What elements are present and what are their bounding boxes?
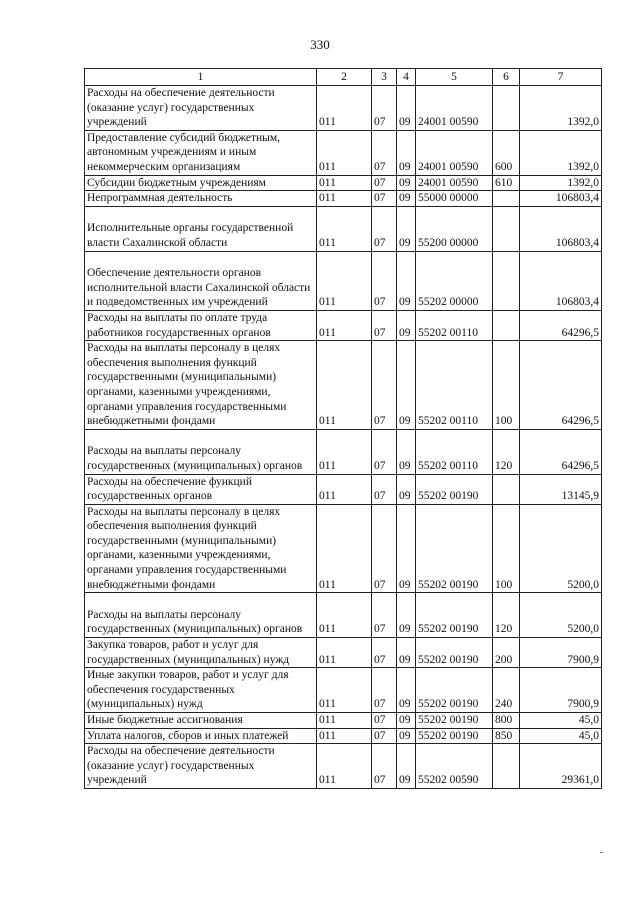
row-target-article: 55202 00190: [416, 593, 493, 638]
row-ministry-code: 011: [317, 191, 372, 207]
row-ministry-code: 011: [317, 593, 372, 638]
row-section: 07: [372, 744, 397, 789]
row-ministry-code: 011: [317, 175, 372, 191]
budget-table: [84, 68, 602, 789]
row-expense-type: [493, 744, 520, 789]
table-row: [85, 251, 602, 310]
row-ministry-code: 011: [317, 86, 372, 131]
row-target-article: 55202 00590: [416, 744, 493, 789]
table-row: [85, 310, 602, 340]
row-target-article: 55202 00190: [416, 504, 493, 593]
column-header: 6: [493, 69, 520, 86]
row-section: 07: [372, 341, 397, 430]
row-name: Расходы на выплаты персоналу в целях обеспечения выполнения функций государственными (муниципальными) органами, казенными учреждениями, органами управления государственными внебюджетными фондами: [85, 341, 317, 430]
row-subsection: 09: [397, 593, 416, 638]
row-amount: 106803,4: [520, 191, 602, 207]
row-subsection: 09: [397, 638, 416, 668]
row-ministry-code: 011: [317, 206, 372, 251]
row-name: Расходы на обеспечение деятельности (оказание услуг) государственных учреждений: [85, 86, 317, 131]
row-name: Расходы на выплаты по оплате труда работников государственных органов: [85, 310, 317, 340]
row-expense-type: [493, 206, 520, 251]
row-subsection: 09: [397, 191, 416, 207]
row-name: Предоставление субсидий бюджетным, автономным учреждениям и иным некоммерческим организациям: [85, 130, 317, 175]
row-expense-type: 120: [493, 593, 520, 638]
table-row: [85, 728, 602, 744]
row-expense-type: 850: [493, 728, 520, 744]
row-name: Субсидии бюджетным учреждениям: [85, 175, 317, 191]
row-ministry-code: 011: [317, 341, 372, 430]
row-section: 07: [372, 593, 397, 638]
row-subsection: 09: [397, 86, 416, 131]
row-expense-type: 610: [493, 175, 520, 191]
row-ministry-code: 011: [317, 474, 372, 504]
table-row: [85, 638, 602, 668]
row-amount: 1392,0: [520, 86, 602, 131]
table-row: [85, 474, 602, 504]
row-amount: 7900,9: [520, 638, 602, 668]
row-ministry-code: 011: [317, 638, 372, 668]
row-ministry-code: 011: [317, 744, 372, 789]
row-section: 07: [372, 504, 397, 593]
row-target-article: 55202 00000: [416, 251, 493, 310]
row-amount: 1392,0: [520, 175, 602, 191]
table-header-row: [85, 69, 602, 86]
row-amount: 45,0: [520, 713, 602, 729]
row-subsection: 09: [397, 429, 416, 474]
table-row: [85, 175, 602, 191]
row-ministry-code: 011: [317, 251, 372, 310]
row-subsection: 09: [397, 130, 416, 175]
row-target-article: 24001 00590: [416, 130, 493, 175]
row-name: Расходы на выплаты персоналу в целях обеспечения выполнения функций государственными (муниципальными) органами, казенными учреждениями, органами управления государственными внебюджетными фондами: [85, 504, 317, 593]
row-section: 07: [372, 251, 397, 310]
row-name: Расходы на выплаты персоналу государственных (муниципальных) органов: [85, 429, 317, 474]
row-target-article: 55202 00190: [416, 728, 493, 744]
row-subsection: 09: [397, 341, 416, 430]
row-target-article: 55000 00000: [416, 191, 493, 207]
row-target-article: 55200 00000: [416, 206, 493, 251]
row-subsection: 09: [397, 474, 416, 504]
row-name: Расходы на обеспечение деятельности (оказание услуг) государственных учреждений: [85, 744, 317, 789]
row-name: Иные закупки товаров, работ и услуг для обеспечения государственных (муниципальных) нужд: [85, 668, 317, 713]
column-header: 1: [85, 69, 317, 86]
row-target-article: 24001 00590: [416, 86, 493, 131]
row-section: 07: [372, 191, 397, 207]
row-target-article: 55202 00190: [416, 638, 493, 668]
row-subsection: 09: [397, 251, 416, 310]
row-ministry-code: 011: [317, 310, 372, 340]
row-target-article: 55202 00190: [416, 668, 493, 713]
column-header: 3: [372, 69, 397, 86]
row-expense-type: [493, 191, 520, 207]
row-target-article: 55202 00110: [416, 310, 493, 340]
row-subsection: 09: [397, 175, 416, 191]
row-expense-type: [493, 86, 520, 131]
row-amount: 5200,0: [520, 593, 602, 638]
row-section: 07: [372, 175, 397, 191]
row-name: Расходы на выплаты персоналу государственных (муниципальных) органов: [85, 593, 317, 638]
table-row: [85, 713, 602, 729]
row-expense-type: 200: [493, 638, 520, 668]
row-ministry-code: 011: [317, 728, 372, 744]
row-expense-type: 100: [493, 341, 520, 430]
scan-mark: [600, 852, 603, 853]
table-row: [85, 668, 602, 713]
row-section: 07: [372, 638, 397, 668]
row-target-article: 24001 00590: [416, 175, 493, 191]
row-amount: 29361,0: [520, 744, 602, 789]
column-header: 2: [317, 69, 372, 86]
row-amount: 1392,0: [520, 130, 602, 175]
row-expense-type: [493, 251, 520, 310]
row-subsection: 09: [397, 728, 416, 744]
row-subsection: 09: [397, 744, 416, 789]
row-target-article: 55202 00190: [416, 474, 493, 504]
row-amount: 13145,9: [520, 474, 602, 504]
column-header: 7: [520, 69, 602, 86]
row-section: 07: [372, 474, 397, 504]
row-section: 07: [372, 86, 397, 131]
table-row: [85, 341, 602, 430]
page-number: 330: [310, 37, 330, 52]
row-name: Расходы на обеспечение функций государственных органов: [85, 474, 317, 504]
table-row: [85, 593, 602, 638]
row-ministry-code: 011: [317, 130, 372, 175]
row-target-article: 55202 00190: [416, 713, 493, 729]
row-amount: 106803,4: [520, 206, 602, 251]
row-section: 07: [372, 429, 397, 474]
table-row: [85, 191, 602, 207]
row-name: Иные бюджетные ассигнования: [85, 713, 317, 729]
row-target-article: 55202 00110: [416, 341, 493, 430]
row-amount: 64296,5: [520, 341, 602, 430]
row-name: Уплата налогов, сборов и иных платежей: [85, 728, 317, 744]
row-name: Исполнительные органы государственной власти Сахалинской области: [85, 206, 317, 251]
row-expense-type: 120: [493, 429, 520, 474]
row-subsection: 09: [397, 668, 416, 713]
row-target-article: 55202 00110: [416, 429, 493, 474]
row-ministry-code: 011: [317, 504, 372, 593]
row-subsection: 09: [397, 713, 416, 729]
row-expense-type: 240: [493, 668, 520, 713]
row-expense-type: [493, 474, 520, 504]
row-section: 07: [372, 130, 397, 175]
row-expense-type: [493, 310, 520, 340]
table-row: [85, 130, 602, 175]
row-section: 07: [372, 206, 397, 251]
row-name: Непрограммная деятельность: [85, 191, 317, 207]
row-amount: 64296,5: [520, 310, 602, 340]
row-expense-type: 600: [493, 130, 520, 175]
table-row: [85, 744, 602, 789]
row-subsection: 09: [397, 504, 416, 593]
row-section: 07: [372, 728, 397, 744]
table-row: [85, 429, 602, 474]
table-row: [85, 206, 602, 251]
row-section: 07: [372, 713, 397, 729]
row-amount: 106803,4: [520, 251, 602, 310]
column-header: 5: [416, 69, 493, 86]
table-row: [85, 504, 602, 593]
table-row: [85, 86, 602, 131]
row-subsection: 09: [397, 310, 416, 340]
row-expense-type: 100: [493, 504, 520, 593]
row-amount: 64296,5: [520, 429, 602, 474]
row-name: Закупка товаров, работ и услуг для государственных (муниципальных) нужд: [85, 638, 317, 668]
row-section: 07: [372, 668, 397, 713]
column-header: 4: [397, 69, 416, 86]
row-ministry-code: 011: [317, 668, 372, 713]
row-amount: 5200,0: [520, 504, 602, 593]
row-amount: 7900,9: [520, 668, 602, 713]
row-section: 07: [372, 310, 397, 340]
row-ministry-code: 011: [317, 429, 372, 474]
row-subsection: 09: [397, 206, 416, 251]
row-ministry-code: 011: [317, 713, 372, 729]
row-expense-type: 800: [493, 713, 520, 729]
row-amount: 45,0: [520, 728, 602, 744]
row-name: Обеспечение деятельности органов исполнительной власти Сахалинской области и подведомственных им учреждений: [85, 251, 317, 310]
